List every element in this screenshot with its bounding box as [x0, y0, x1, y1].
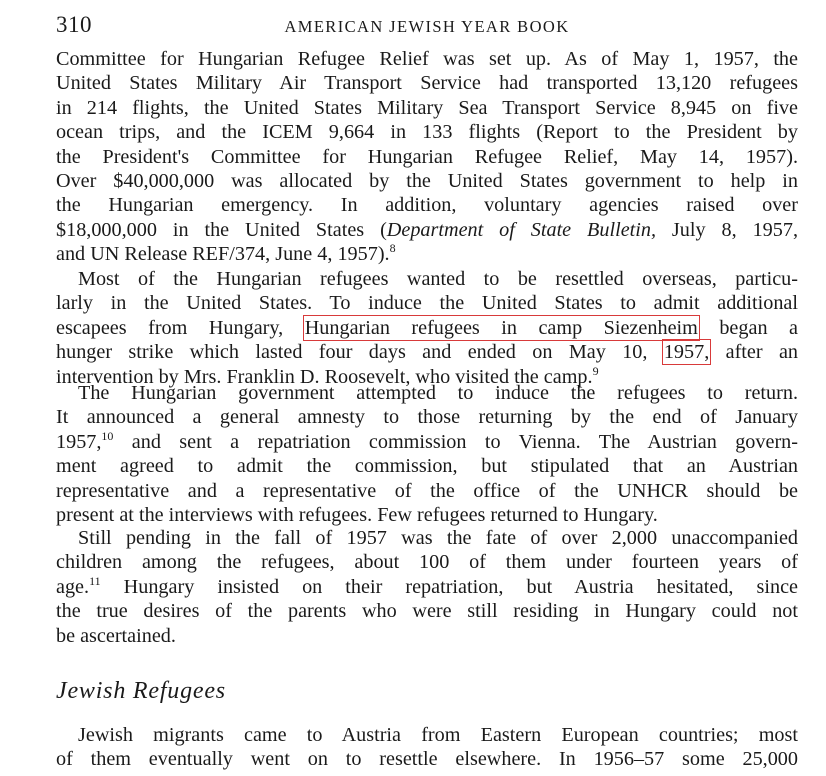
paragraph-continuation	[56, 47, 798, 267]
text-line: United States Military Air Transport Service had transported 13,120 refugees	[56, 72, 798, 95]
text-line: the true desires of the parents who were still residing in Hungary could not	[56, 600, 798, 623]
page-header	[56, 12, 798, 40]
line-text: began a	[697, 316, 798, 339]
paragraph-unaccompanied-children	[56, 526, 798, 648]
line-text: and UN Release REF/374, June 4, 1957).	[56, 243, 390, 266]
line-text: July 8, 1957,	[656, 218, 798, 241]
text-line: be ascertained.	[56, 624, 176, 647]
text-line	[56, 340, 798, 364]
text-line: larly in the United States. To induce the United States to admit additional	[56, 292, 798, 315]
footnote-ref: 9	[592, 363, 599, 378]
text-line: ment agreed to admit the commission, but stipulated that an Austrian	[56, 455, 798, 478]
line-text: Hungary insisted on their repatriation, but Austria hesitated, since	[100, 575, 798, 598]
paragraph-amnesty	[56, 381, 798, 527]
footnote-ref: 8	[389, 241, 396, 256]
page-number: 310	[56, 12, 92, 37]
text-line: of them eventually went on to resettle elsewhere. In 1956–57 some 25,000	[56, 748, 798, 771]
text-line: the Hungarian emergency. In addition, voluntary agencies raised over	[56, 194, 798, 217]
text-line: Over $40,000,000 was allocated by the United States government to help in	[56, 169, 798, 192]
text-line: ocean trips, and the ICEM 9,664 in 133 flights (Report to the President by	[56, 121, 798, 144]
text-line: Jewish migrants came to Austria from Eastern European countries; most	[78, 724, 798, 746]
line-text: intervention by Mrs. Franklin D. Roosevelt, who visited the camp.	[56, 365, 593, 388]
section-heading: Jewish Refugees	[56, 678, 226, 704]
highlighted-text-siezenheim: Hungarian refugees in camp Siezenheim	[304, 316, 698, 339]
text-line: Still pending in the fall of 1957 was the fate of over 2,000 unaccompanied	[78, 527, 798, 549]
text-line: in 214 flights, the United States Military Sea Transport Service 8,945 on five	[56, 96, 798, 119]
section-paragraph	[56, 723, 798, 772]
text-line: Most of the Hungarian refugees wanted to be resettled overseas, particu-	[78, 268, 798, 290]
text-line: children among the refugees, about 100 of them under fourteen years of	[56, 551, 798, 574]
highlighted-text-year: 1957,	[663, 341, 710, 364]
line-text: age.	[56, 575, 90, 598]
text-line: The Hungarian government attempted to induce the refugees to return.	[78, 382, 798, 404]
text-line	[56, 575, 798, 599]
footnote-ref: 10	[101, 428, 114, 443]
line-text: $18,000,000 in the United States (	[56, 218, 387, 241]
line-text: after an	[709, 341, 799, 364]
paragraph-hunger-strike	[56, 267, 798, 389]
text-line: the President's Committee for Hungarian Refugee Relief, May 14, 1957).	[56, 145, 798, 168]
text-line	[56, 316, 798, 340]
text-line: It announced a general amnesty to those returning by the end of January	[56, 406, 798, 429]
citation-title: Department of State Bulletin,	[386, 218, 657, 241]
text-line: Committee for Hungarian Refugee Relief was set up. As of May 1, 1957, the	[56, 48, 798, 70]
text-line: present at the interviews with refugees. Few refugees returned to Hungary.	[56, 503, 658, 526]
text-line	[56, 242, 798, 266]
line-text: and sent a repatriation commission to Vienna. The Austrian govern-	[113, 430, 798, 453]
text-line	[56, 218, 798, 242]
line-text: escapees from Hungary,	[56, 316, 305, 339]
running-title: AMERICAN JEWISH YEAR BOOK	[284, 17, 570, 36]
text-line	[56, 430, 798, 454]
line-text: 1957,	[56, 430, 102, 453]
line-text: hunger strike which lasted four days and ended on May 10,	[56, 341, 664, 364]
footnote-ref: 11	[89, 573, 101, 588]
text-line: representative and a representative of the office of the UNHCR should be	[56, 479, 798, 502]
